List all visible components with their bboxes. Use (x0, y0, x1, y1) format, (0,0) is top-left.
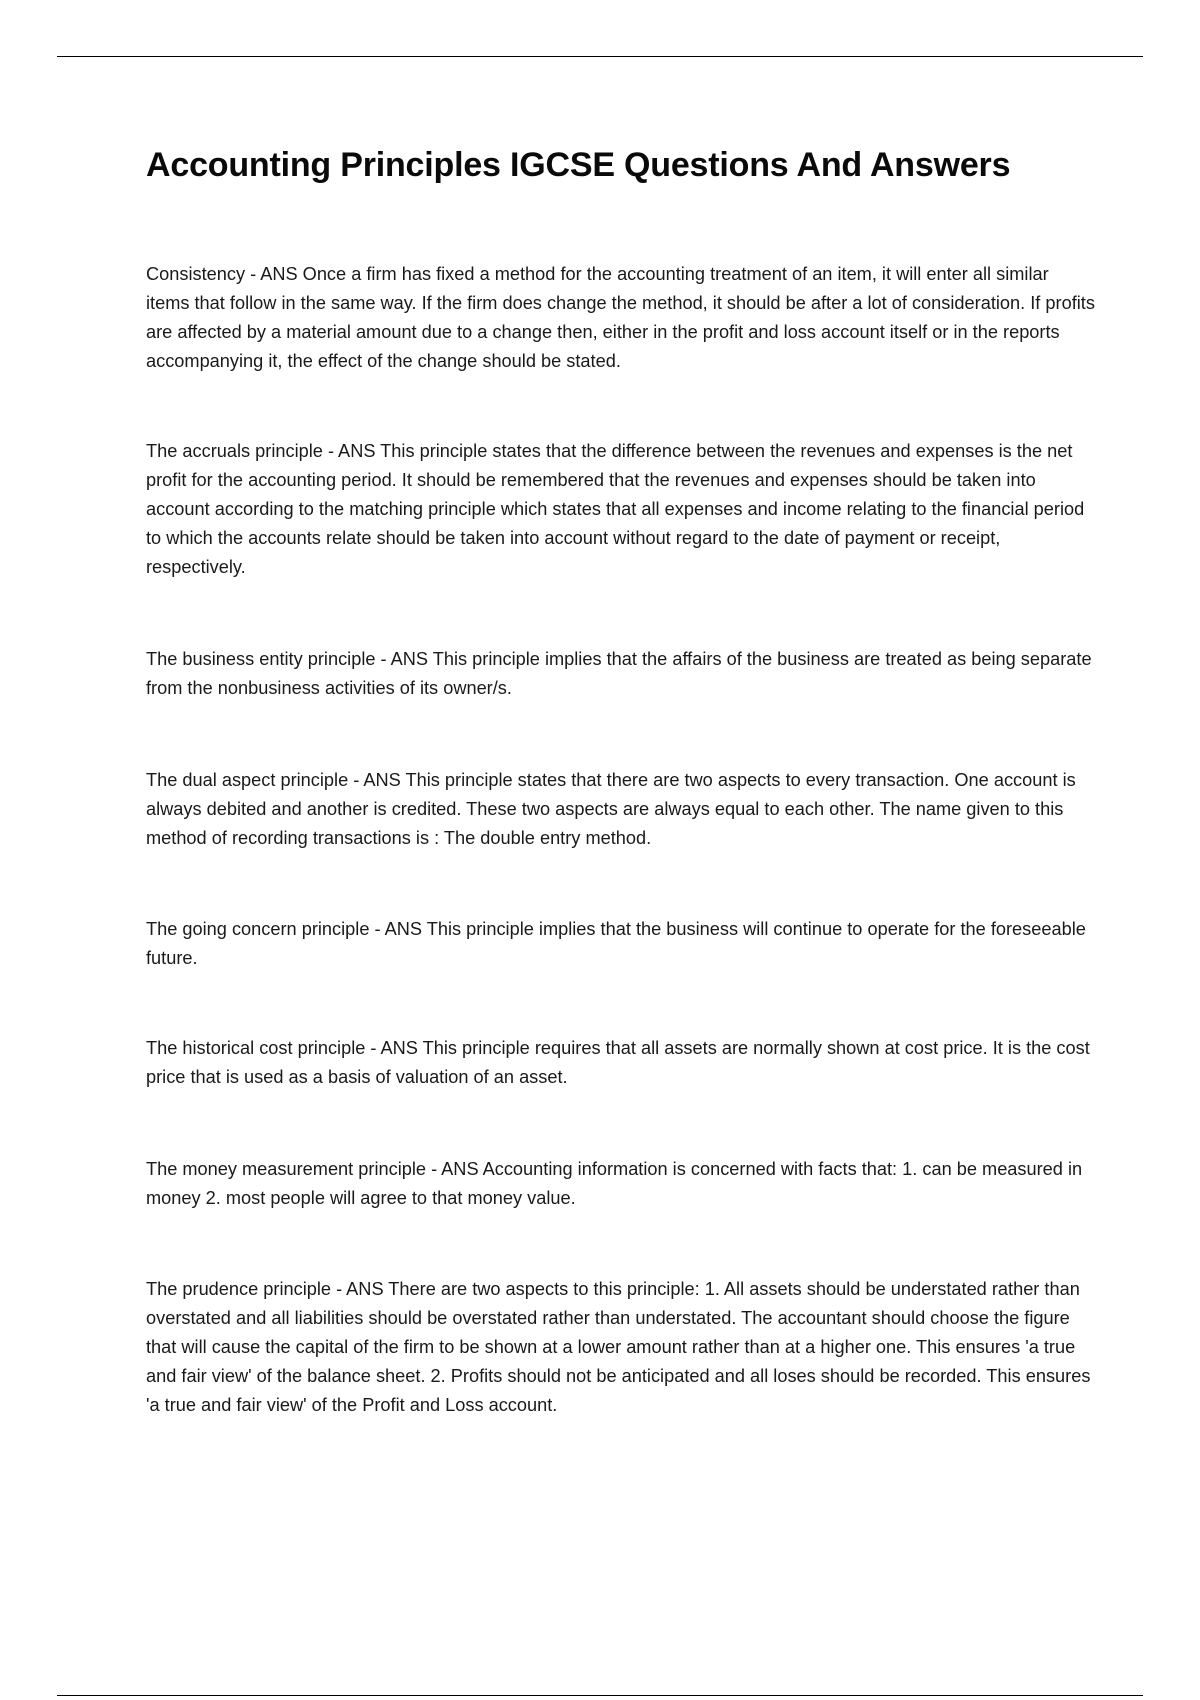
qa-entry-going-concern-principle: The going concern principle - ANS This principle implies that the business will continue to operate for the foreseeable future. (146, 919, 1086, 968)
document-title: Accounting Principles IGCSE Questions And Answers (146, 146, 1011, 184)
qa-entry-accruals-principle: The accruals principle - ANS This principle states that the difference between the revenues and expenses is the net profit for the accounting period. It should be remembered that the revenues and expenses should be taken into account according to the matching principle which states that all expenses and income relating to the financial period to which the accounts relate should be taken into account without regard to the date of payment or receipt, respectively. (146, 441, 1085, 577)
page-bottom-rule (57, 1695, 1143, 1696)
page-top-rule (57, 56, 1143, 57)
qa-entry-historical-cost-principle: The historical cost principle - ANS This principle requires that all assets are normally shown at cost price. It is the cost price that is used as a basis of valuation of an asset. (146, 1038, 1090, 1087)
qa-entry-business-entity-principle: The business entity principle - ANS This principle implies that the affairs of the business are treated as being separate from the nonbusiness activities of its owner/s. (146, 649, 1092, 698)
qa-entry-dual-aspect-principle: The dual aspect principle - ANS This principle states that there are two aspects to every transaction. One account is always debited and another is credited. These two aspects are always equal to each other. The name given to this method of recording transactions is : The double entry method. (146, 770, 1076, 848)
qa-entry-prudence-principle: The prudence principle - ANS There are two aspects to this principle: 1. All assets should be understated rather than overstated and all liabilities should be overstated rather than understated. The accountant should choose the figure that will cause the capital of the firm to be shown at a lower amount rather than at a higher one. This ensures 'a true and fair view' of the balance sheet. 2. Profits should not be anticipated and all loses should be recorded. This ensures 'a true and fair view' of the Profit and Loss account. (146, 1279, 1091, 1415)
qa-entry-money-measurement-principle: The money measurement principle - ANS Accounting information is concerned with facts that: 1. can be measured in money 2. most people will agree to that money value. (146, 1159, 1083, 1208)
qa-entry-consistency: Consistency - ANS Once a firm has fixed a method for the accounting treatment of an item, it will enter all similar items that follow in the same way. If the firm does change the method, it should be after a lot of consideration. If profits are affected by a material amount due to a change then, either in the profit and loss account itself or in the reports accompanying it, the effect of the change should be stated. (146, 264, 1095, 371)
